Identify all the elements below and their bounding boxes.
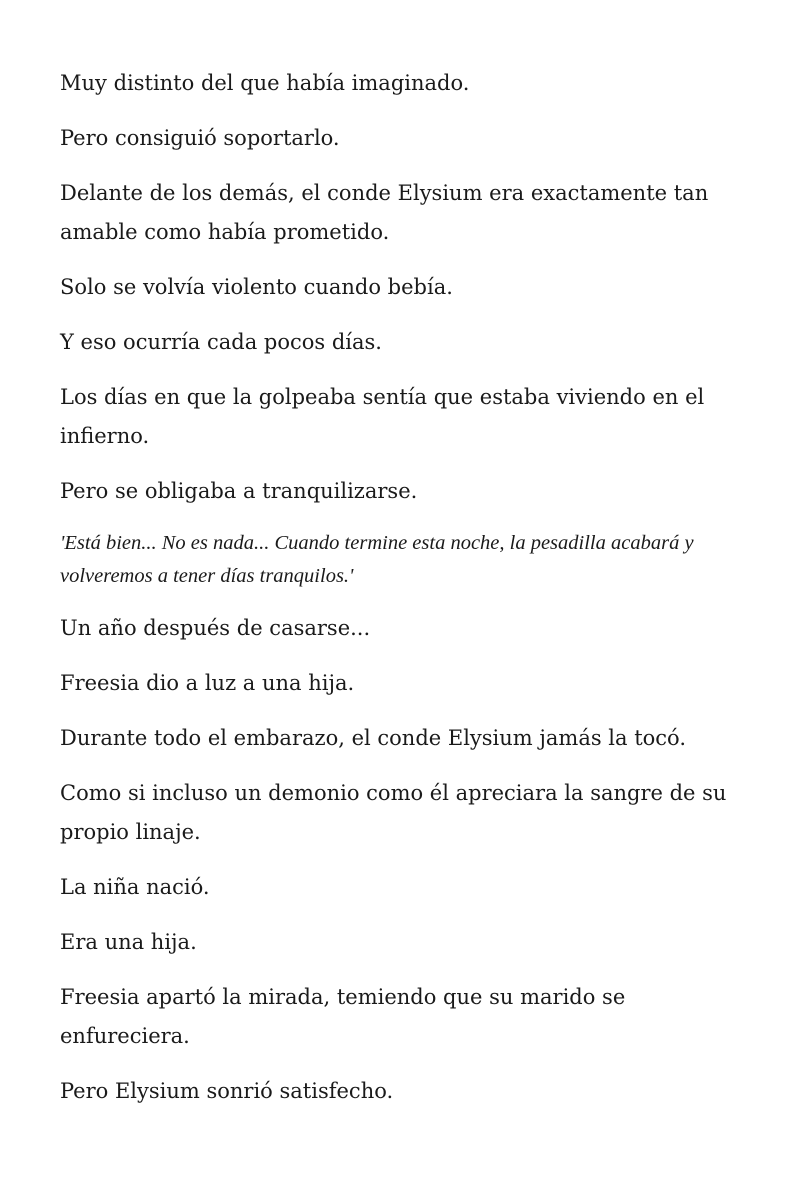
paragraph: Era una hija. [60, 930, 197, 954]
paragraph: Pero se obligaba a tranquilizarse. [60, 479, 418, 503]
inner-thought-paragraph: 'Está bien... No es nada... Cuando termine esta noche, la pesadilla acabará y volveremos a tener días tranquilos.' [60, 532, 694, 587]
paragraph: Delante de los demás, el conde Elysium era exactamente tan amable como había prometido. [60, 181, 709, 244]
paragraph: Los días en que la golpeaba sentía que estaba viviendo en el infierno. [60, 385, 705, 448]
paragraph: Muy distinto del que había imaginado. [60, 71, 470, 95]
paragraph: Y eso ocurría cada pocos días. [60, 330, 382, 354]
paragraph: Freesia dio a luz a una hija. [60, 671, 355, 695]
document-page [60, 64, 750, 1127]
paragraph: Durante todo el embarazo, el conde Elysium jamás la tocó. [60, 726, 687, 750]
paragraph: La niña nació. [60, 875, 210, 899]
paragraph: Pero consiguió soportarlo. [60, 126, 340, 150]
paragraph: Pero Elysium sonrió satisfecho. [60, 1079, 394, 1103]
paragraph: Freesia apartó la mirada, temiendo que su marido se enfureciera. [60, 985, 626, 1048]
paragraph: Un año después de casarse... [60, 616, 371, 640]
paragraph: Como si incluso un demonio como él apreciara la sangre de su propio linaje. [60, 781, 727, 844]
paragraph: Solo se volvía violento cuando bebía. [60, 275, 453, 299]
